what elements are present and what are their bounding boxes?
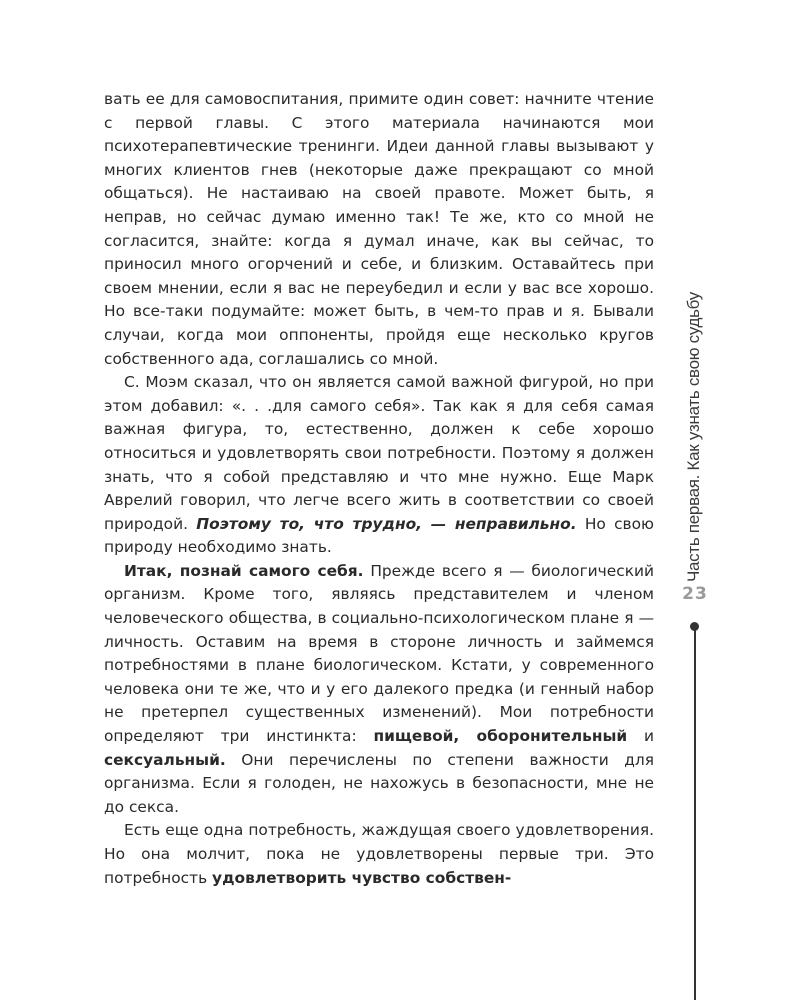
- bold-run: пищевой, оборонительный: [373, 727, 628, 746]
- paragraph-1: [104, 88, 654, 371]
- emphasis-run: Поэтому то, что трудно, — неправильно.: [196, 514, 577, 533]
- running-header-text: Часть первая. Как узнать свою судьбу: [684, 292, 703, 582]
- bold-run: Итак, познай самого себя.: [124, 561, 364, 580]
- paragraph-4: [104, 819, 654, 890]
- text-run: Есть еще одна потребность, жаждущая своего удовлетворения. Но она молчит, пока не удовлетворены первые три. Это потребность: [104, 821, 654, 887]
- paragraph-3: [104, 560, 654, 820]
- text-run: и: [627, 727, 654, 746]
- side-rule: [694, 626, 696, 1000]
- page-number: 23: [682, 584, 708, 604]
- body-text: [104, 88, 654, 890]
- text-run: Но свою природу необходимо знать.: [104, 514, 654, 557]
- text-run: вать ее для самовоспитания, примите один совет: начните чтение с первой главы. С этого материала начинаются мои психотерапевтические тренинги. Идеи данной главы вызывают у многих клиентов гнев (некоторые даже прекращают со мной общаться). Не настаиваю на своей правоте. Может быть, я неправ, но сейчас думаю именно так! Те же, кто со мной не согласится, знайте: когда я думал иначе, как вы сейчас, то приносил много огорчений и себе, и близким. Оставайтесь при своем мнении, если я вас не переубедил и если у вас все хорошо. Но все-таки подумайте: может быть, в чем-то прав и я. Бывали случаи, когда мои оппоненты, пройдя еще несколько кругов собственного ада, соглашались со мной.: [104, 90, 654, 368]
- text-run: Прежде всего я — биологический организм. Кроме того, являясь представителем и членом человеческого общества, в социально-психологическом плане я — личность. Оставим на время в стороне личность и займемся потребностями в плане биологическом. Кстати, у современного человека они те же, что и у его далекого предка (и генный набор не претерпел существенных изменений). Мои потребности определяют три инстинкта:: [104, 561, 655, 746]
- text-run: С. Моэм сказал, что он является самой важной фигурой, но при этом добавил: «. . .для самого себя». Так как я для себя самая важная фигура, то, естественно, должен к себе хорошо относиться и удовлетворять свои потребности. Поэтому я должен знать, что я собой представляю и что мне нужно. Еще Марк Аврелий говорил, что легче всего жить в соответствии со своей природой.: [104, 373, 654, 533]
- text-run: Они перечислены по степени важности для организма. Если я голоден, не нахожусь в безопасности, мне не до секса.: [104, 750, 654, 816]
- bold-run: удовлетворить чувство собствен-: [212, 868, 512, 887]
- paragraph-2: [104, 371, 654, 560]
- bold-run: сексуальный.: [104, 750, 226, 769]
